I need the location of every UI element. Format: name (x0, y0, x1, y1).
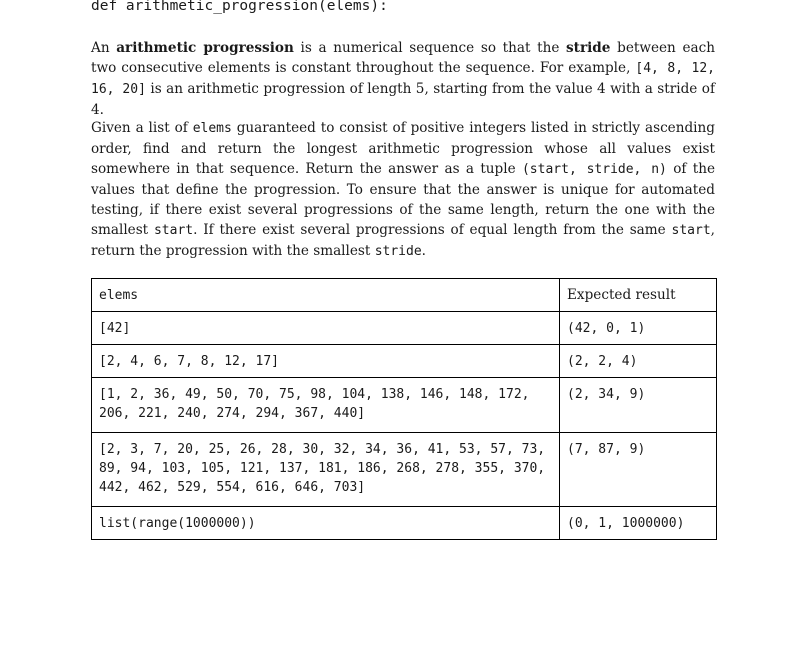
code-stride: stride (374, 244, 422, 259)
table-row (92, 433, 717, 507)
task-text-5: , return the progression with the smallest (91, 222, 715, 259)
table-header-row (92, 279, 717, 312)
code-start-2: start (671, 223, 711, 238)
result-cell: (7, 87, 9) (560, 433, 717, 507)
example-sequence: [4, 8, 12, 16, 20] (91, 61, 715, 97)
task-text-6: . (421, 243, 426, 259)
elems-cell: [1, 2, 36, 49, 50, 70, 75, 98, 104, 138, 146, 148, 172, 206, 221, 240, 274, 294, 367, 440] (92, 378, 560, 433)
result-cell: (2, 34, 9) (560, 378, 717, 433)
code-return-tuple: (start, stride, n) (521, 162, 667, 177)
function-signature: def arithmetic_progression(elems): (91, 0, 388, 14)
table-row (92, 312, 717, 345)
elems-cell: [2, 4, 6, 7, 8, 12, 17] (92, 345, 560, 378)
task-text-4: . If there exist several progressions of equal length from the same (193, 222, 672, 238)
table-row (92, 378, 717, 433)
table-row (92, 507, 717, 540)
intro-text-3: between each two consecutive elements is constant throughout the sequence. For example, (91, 40, 715, 76)
intro-text-4: is an arithmetic progression of length 5, starting from the value 4 with a stride of 4. (91, 81, 715, 118)
code-elems: elems (192, 121, 232, 136)
task-text-2: guaranteed to consist of positive integers listed in strictly ascending order, find and return the longest arithmetic progression whose all values exist somewhere in that sequence. Return the answer as a tuple (91, 120, 715, 177)
intro-text-2: is a numerical sequence so that the (293, 40, 567, 56)
header-elems: elems (92, 279, 560, 312)
task-text-1: Given a list of (91, 120, 193, 136)
intro-text-1: An (91, 40, 117, 56)
test-cases-table (91, 278, 717, 540)
result-cell: (42, 0, 1) (560, 312, 717, 345)
code-start: start (153, 223, 194, 238)
result-cell: (0, 1, 1000000) (560, 507, 717, 540)
task-paragraph (91, 118, 715, 262)
table-row (92, 345, 717, 378)
elems-cell: [2, 3, 7, 20, 25, 26, 28, 30, 32, 34, 36, 41, 53, 57, 73, 89, 94, 103, 105, 121, 137, 181, 186, 268, 278, 355, 370, 442, 462, 529, 554, 616, 646, 703] (92, 433, 560, 507)
term-arithmetic-progression: arithmetic progression (116, 40, 294, 56)
term-stride: stride (566, 40, 611, 56)
header-expected-result: Expected result (560, 279, 717, 312)
elems-cell: [42] (92, 312, 560, 345)
elems-cell: list(range(1000000)) (92, 507, 560, 540)
intro-paragraph (91, 38, 715, 120)
task-text-3: of the values that define the progression. To ensure that the answer is unique for automated testing, if there exist several progressions of the same length, return the one with the smallest (91, 161, 715, 238)
result-cell: (2, 2, 4) (560, 345, 717, 378)
